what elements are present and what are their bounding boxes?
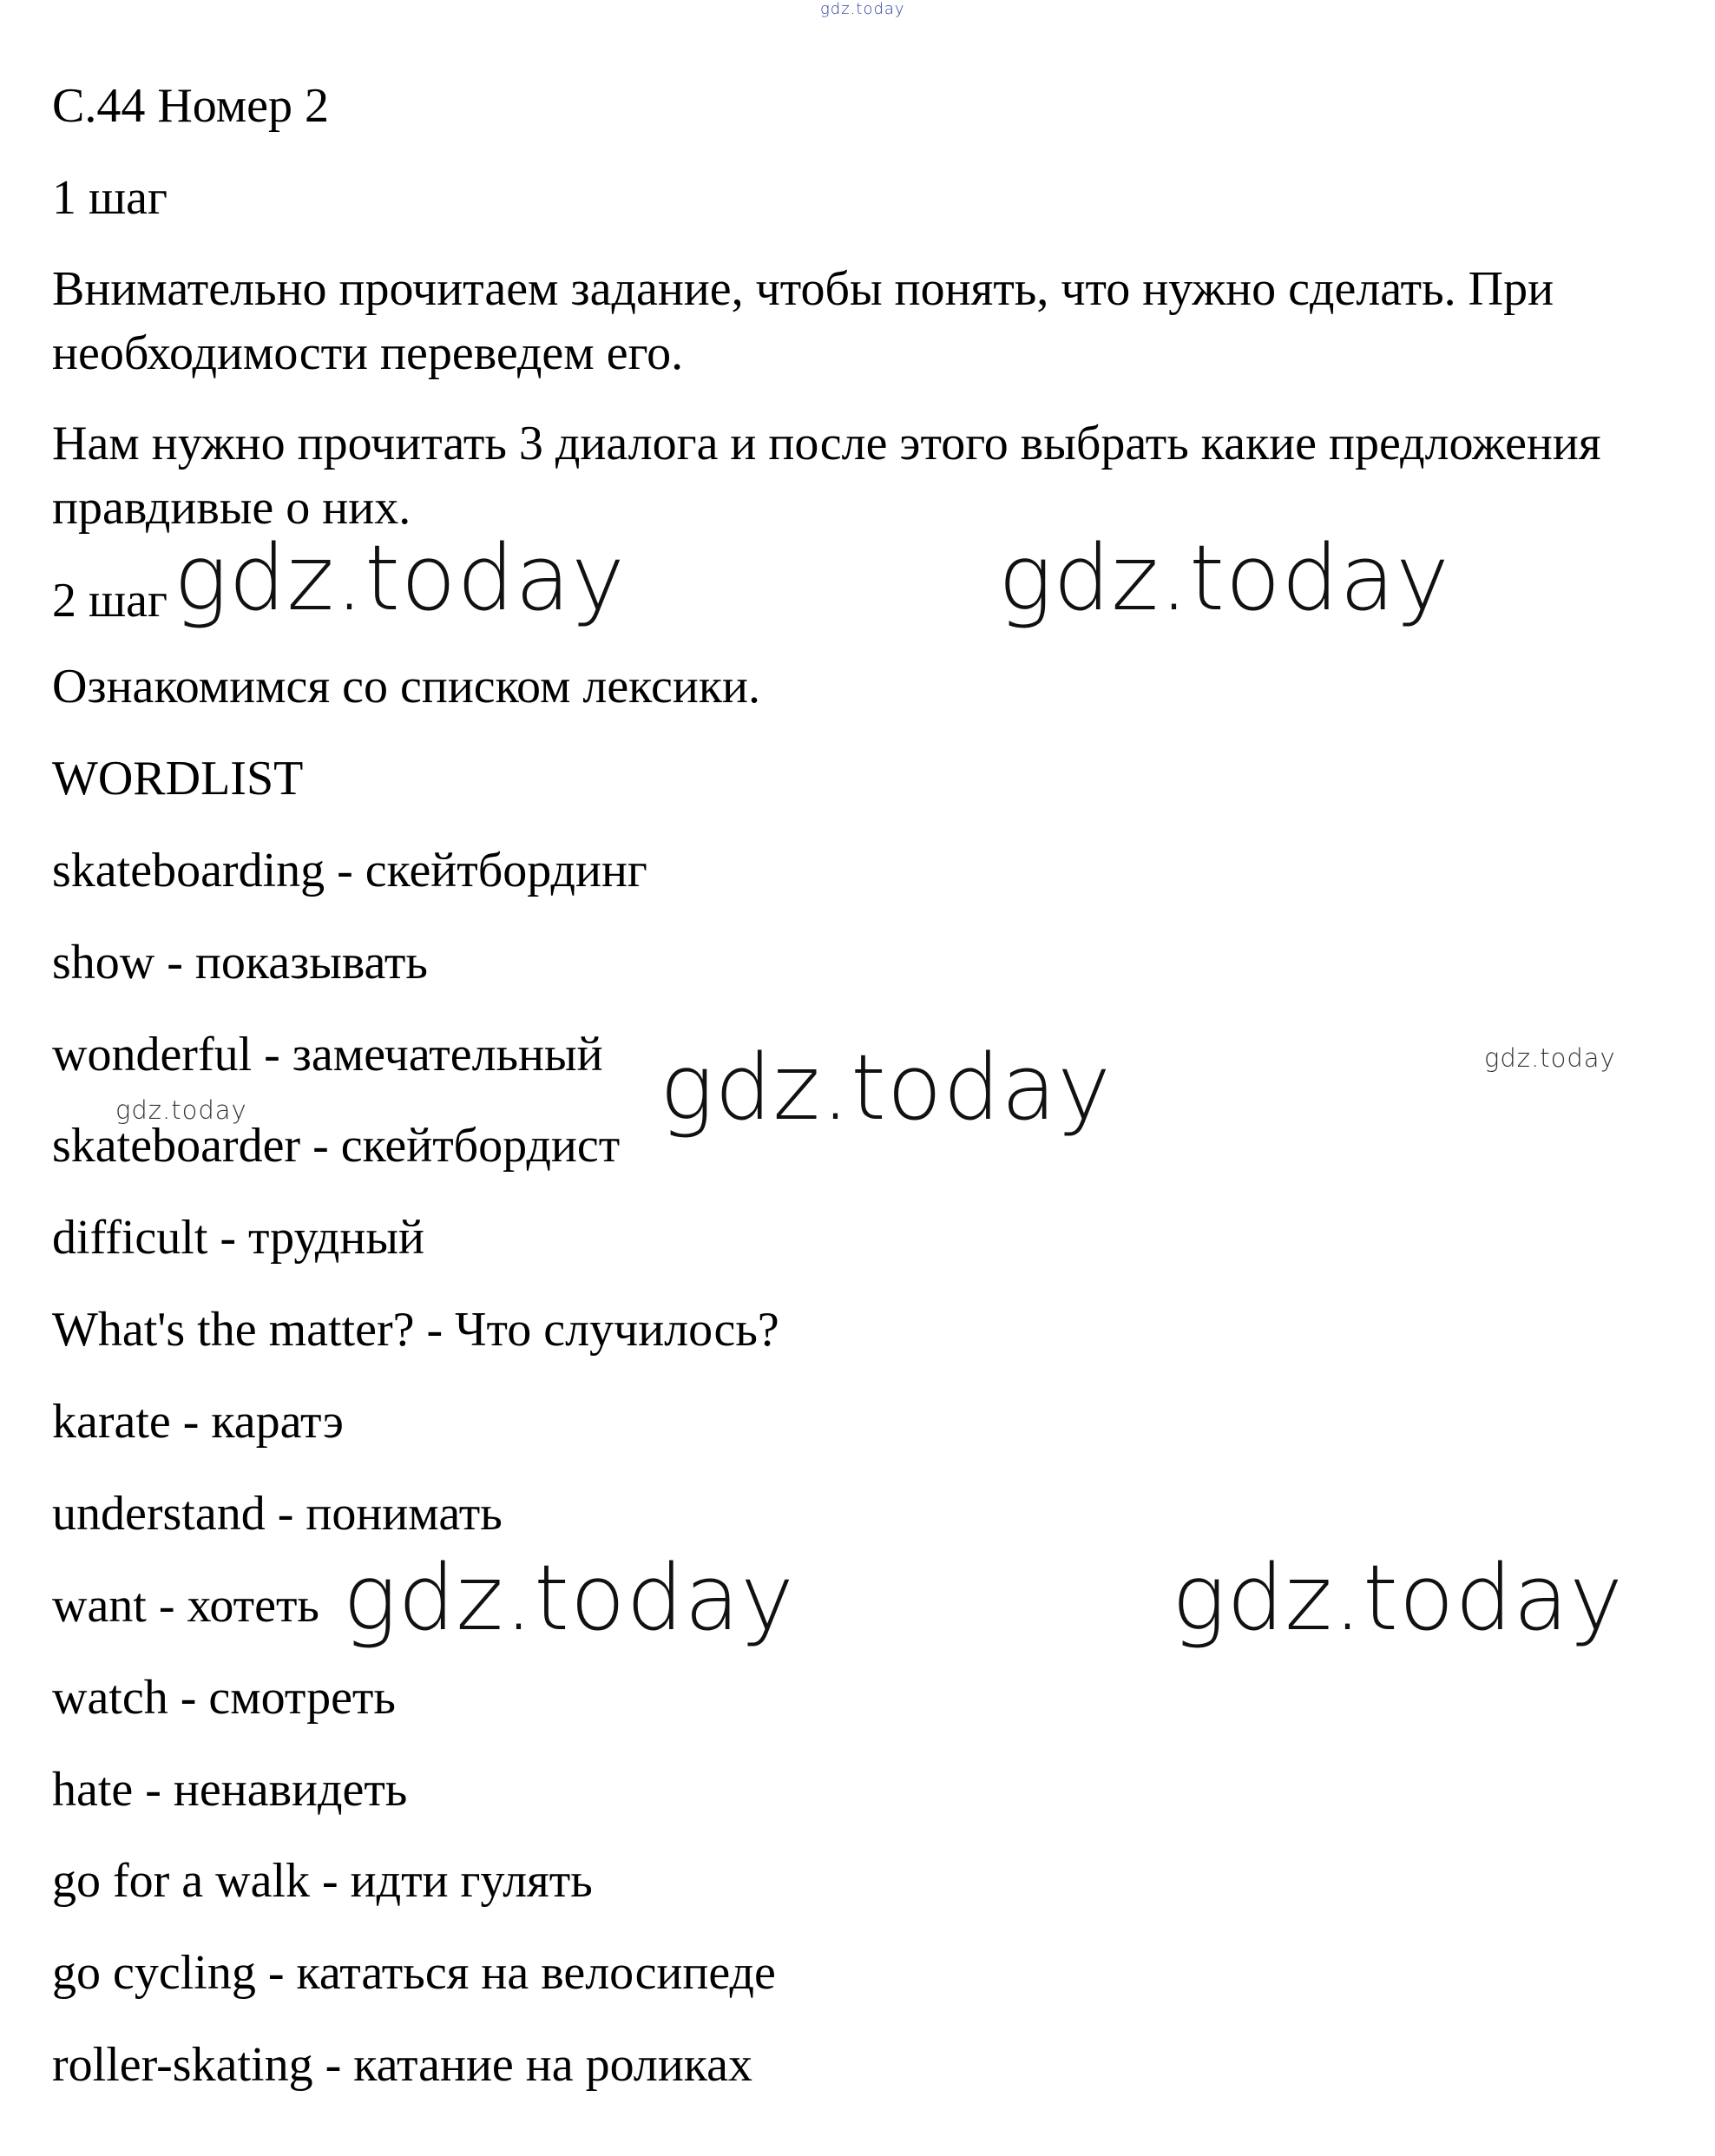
watermark: gdz.today [1172,1545,1624,1651]
wordlist-item: want - хотеть [52,1579,319,1633]
step2-heading: 2 шаг [52,574,168,628]
wordlist-item: go cycling - кататься на велосипеде [52,1946,776,2000]
wordlist-item: difficult - трудный [52,1211,424,1265]
wordlist-item: What's the matter? - Что случилось? [52,1303,779,1357]
wordlist-item: wonderful - замечательный [52,1028,603,1081]
wordlist-item: show - показывать [52,936,428,989]
step1-paragraph-1 [52,257,1554,385]
watermark: gdz.today [998,525,1450,631]
wordlist-item: skateboarder - скейтбордист [52,1119,621,1173]
wordlist-item: go for a walk - идти гулять [52,1854,593,1908]
watermark: gdz.today [343,1545,795,1651]
watermark: gdz.today [660,1035,1112,1140]
wordlist-item: hate - ненавидеть [52,1763,408,1817]
wordlist-item: skateboarding - скейтбординг [52,844,647,897]
step1-paragraph-1-line-1: Внимательно прочитаем задание, чтобы понять, что нужно сделать. При [52,262,1554,316]
page-title: С.44 Номер 2 [52,79,330,133]
step1-heading: 1 шаг [52,171,168,225]
wordlist-item: roller-skating - катание на роликах [52,2038,752,2092]
step1-paragraph-2 [52,411,1601,540]
step1-paragraph-2-line-1: Нам нужно прочитать 3 диалога и после этого выбрать какие предложения [52,417,1601,470]
wordlist-item: karate - каратэ [52,1395,344,1449]
watermark-small: gdz.today [115,1095,247,1125]
watermark-top: gdz.today [820,0,905,18]
step1-paragraph-1-line-2: необходимости переведем его. [52,326,684,380]
watermark: gdz.today [174,525,626,631]
step1-paragraph-2-line-2: правдивые о них. [52,481,411,535]
wordlist-item: understand - понимать [52,1487,503,1541]
wordlist-title: WORDLIST [52,752,304,805]
wordlist-item: watch - смотреть [52,1671,396,1725]
step2-intro: Ознакомимся со списком лексики. [52,660,760,713]
watermark-small: gdz.today [1484,1043,1616,1073]
